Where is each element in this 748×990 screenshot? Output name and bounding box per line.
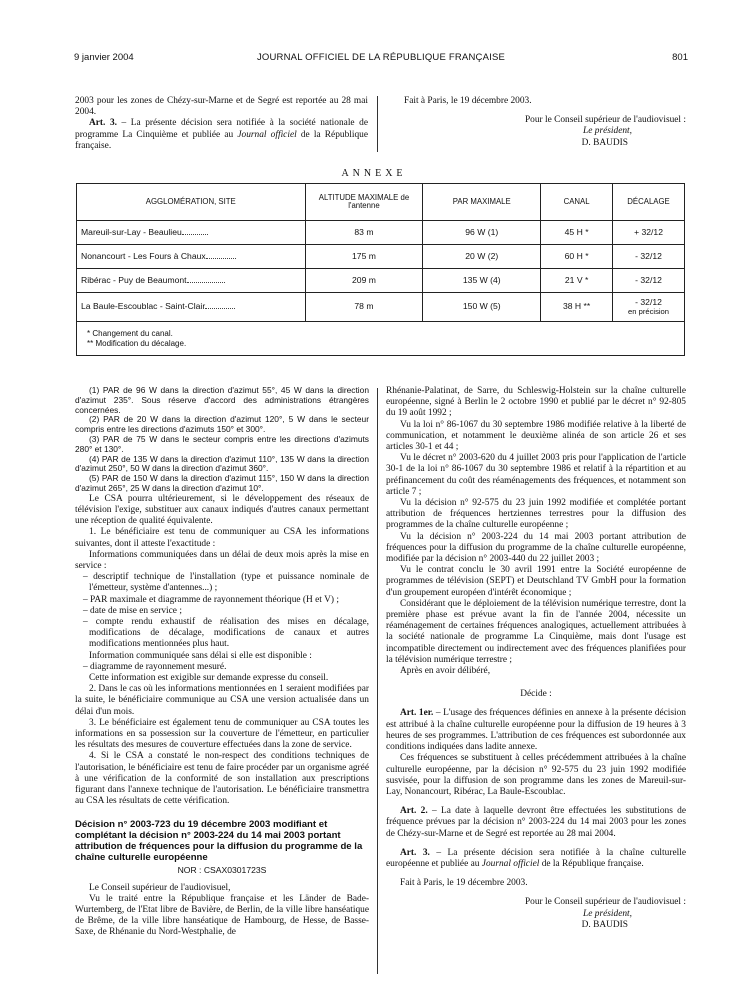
article-3-paragraph: Art. 3. – La présente décision sera notifiée à la chaîne culturelle européenne et publiée au Journal officiel de la République française. bbox=[386, 847, 686, 869]
paragraph: 2003 pour les zones de Chézy-sur-Marne et de Segré est reportée au 28 mai 2004. bbox=[75, 96, 368, 118]
cell-par: 96 W (1) bbox=[423, 221, 541, 245]
cell-canal: 21 V * bbox=[541, 269, 613, 293]
article-label: Art. 3. bbox=[89, 118, 117, 129]
cell-altitude: 83 m bbox=[305, 221, 423, 245]
footnote: (1) PAR de 96 W dans la direction d'azimut 55°, 45 W dans la direction d'azimut 235°. Sous réserve d'accord des administrations étrangères concernées. bbox=[75, 385, 369, 415]
paragraph: Vu la loi n° 86-1067 du 30 septembre 1986 modifiée relative à la liberté de communication, et notamment le deuxième alinéa de son article 26 et ses articles 30-1 et 44 ; bbox=[386, 419, 686, 453]
paragraph: Vu le traité entre la République française et les Länder de Bade-Wurtemberg, de l'Etat libre de Bavière, de Berlin, de la ville libre hanséatique de Brême, de la ville libre hanséatique de Hambourg, de Hesse, de Basse-Saxe, de Rhénanie du Nord-Westphalie, de bbox=[75, 893, 369, 938]
footnote: (4) PAR de 135 W dans la direction d'azimut 110°, 135 W dans la direction d'azimut 250°, 50 W dans la direction d'azimut 360°. bbox=[75, 453, 369, 474]
cell-canal: 38 H ** bbox=[541, 293, 613, 322]
paragraph: Rhénanie-Palatinat, de Sarre, du Schleswig-Holstein sur la chaîne culturelle européenne, signé à Berlin le 2 octobre 1990 et publié par le décret n° 92-805 du 19 août 1992 ; bbox=[386, 386, 686, 419]
column-divider bbox=[377, 388, 378, 974]
cell-canal: 60 H * bbox=[541, 245, 613, 269]
nor-reference: NOR : CSAX0301723S bbox=[177, 865, 267, 876]
article-label: Art. 1er. bbox=[400, 708, 434, 719]
table-notes-row bbox=[77, 322, 685, 356]
paragraph: Vu le contrat conclu le 30 avril 1991 entre la Société européenne de programmes de télévision (SEPT) et Deutschland TV GmbH pour la formation d'un groupement européen d'intérêt économique ; bbox=[386, 565, 686, 598]
paragraph: Après en avoir délibéré, bbox=[400, 666, 491, 677]
table-row bbox=[77, 221, 685, 245]
list-item: – compte rendu exhaustif de réalisation des mises en décalage, modifications de décalage, modifications de canaux et autres modifications mentionnées plus haut. bbox=[83, 617, 369, 650]
article-label: Art. 2. bbox=[400, 806, 428, 817]
signature-for: Pour le Conseil supérieur de l'audiovisuel : bbox=[524, 115, 686, 126]
column-header-canal: CANAL bbox=[541, 184, 613, 221]
cell-par: 135 W (4) bbox=[423, 269, 541, 293]
footnote: (2) PAR de 20 W dans la direction d'azimut 120°, 5 W dans le secteur compris entre les directions d'azimuts 150° et 300°. bbox=[75, 414, 369, 435]
column-header-site: AGGLOMÉRATION, SITE bbox=[77, 184, 306, 221]
footnote: (3) PAR de 75 W dans le secteur compris entre les directions d'azimuts 280° et 130°. bbox=[75, 433, 369, 454]
paragraph: Considérant que le déploiement de la télévision numérique terrestre, dont la première phase est prévue avant la fin de l'année 2004, nécessite un réaménagement de certaines fréquences analogiques, actuellement attribuées à la société nationale de programme La Cinquième, mais dont l'usage est incompatible directement ou indirectement avec des fréquences planifiées pour la télévision numérique terrestre ; bbox=[386, 598, 686, 665]
cell-par: 150 W (5) bbox=[423, 293, 541, 322]
decision-title: Décision n° 2003-723 du 19 décembre 2003 modifiant et complétant la décision n° 2003-224 du 14 mai 2003 portant attribution de fréquences pour la diffusion du programme de la chaîne culturelle européenne bbox=[75, 819, 363, 864]
column-divider bbox=[377, 96, 378, 152]
signature-role: Le président, bbox=[583, 126, 632, 137]
decide-heading: Décide : bbox=[520, 689, 552, 700]
cell-canal: 45 H * bbox=[541, 221, 613, 245]
cell-decalage: + 32/12 bbox=[613, 221, 685, 245]
column-header-par: PAR MAXIMALE bbox=[423, 184, 541, 221]
list-item: – diagramme de rayonnement mesuré. bbox=[83, 661, 227, 672]
article-label: Art. 3. bbox=[400, 847, 430, 858]
paragraph: 3. Le bénéficiaire est également tenu de communiquer au CSA toutes les informations en sa possession sur la couverture de l'émetteur, en particulier les résultats des mesures de couverture effectuées dans la zone de service. bbox=[75, 717, 369, 751]
article-1-paragraph: Art. 1er. – L'usage des fréquences définies en annexe à la présente décision est attribué à la chaîne culturelle européenne pour la diffusion de 19 heures à 3 heures de ses programmes. L'attribution de ces fréquences est subordonnée aux conditions indiquées dans ladite annexe. bbox=[386, 708, 686, 753]
paragraph: Le CSA pourra ultérieurement, si le développement des réseaux de télévision l'exige, substituer aux canaux indiqués d'autres canaux permettant une réception de qualité équivalente. bbox=[75, 493, 369, 527]
cell-site: Mareuil-sur-Lay - Beaulieu bbox=[77, 221, 306, 245]
list-item: – descriptif technique de l'installation (type et puissance nominale de l'émetteur, système d'antennes...) ; bbox=[83, 572, 369, 594]
list-item: – date de mise en service ; bbox=[83, 605, 182, 616]
annex-table bbox=[76, 183, 685, 356]
cell-decalage: - 32/12 bbox=[613, 269, 685, 293]
cell-altitude: 209 m bbox=[305, 269, 423, 293]
cell-site: Ribérac - Puy de Beaumont bbox=[77, 269, 306, 293]
paragraph: Informations communiquées dans un délai de deux mois après la mise en service : bbox=[75, 549, 369, 571]
article-2-paragraph: Art. 2. – La date à laquelle devront être effectuées les substitutions de fréquence prévues par la décision n° 2003-224 du 14 mai 2003 pour les zones de Chézy-sur-Marne et de Segré est reportée au 28 mai 2004. bbox=[386, 806, 686, 839]
header-page-number: 801 bbox=[672, 52, 688, 63]
fait-a-paris: Fait à Paris, le 19 décembre 2003. bbox=[400, 878, 528, 889]
table-header-row bbox=[77, 184, 685, 221]
annex-title: ANNEXE bbox=[341, 168, 407, 179]
cell-par: 20 W (2) bbox=[423, 245, 541, 269]
list-item: – PAR maximale et diagramme de rayonnement théorique (H et V) ; bbox=[83, 594, 339, 605]
cell-altitude: 175 m bbox=[305, 245, 423, 269]
table-notes bbox=[77, 322, 685, 356]
top-left-block bbox=[75, 96, 368, 152]
cell-decalage: - 32/12 en précision bbox=[613, 293, 685, 322]
article-3-paragraph: Art. 3. – La présente décision sera notifiée à la société nationale de programme La Cinquième et publiée au Journal officiel de la République française. bbox=[75, 118, 369, 151]
lower-right-column bbox=[386, 386, 686, 931]
top-right-signature-block bbox=[390, 96, 686, 149]
paragraph: Le Conseil supérieur de l'audiovisuel, bbox=[89, 882, 231, 893]
signature-name: D. BAUDIS bbox=[581, 919, 628, 930]
header-journal-title: JOURNAL OFFICIEL DE LA RÉPUBLIQUE FRANÇAISE bbox=[256, 52, 506, 63]
column-header-decalage: DÉCALAGE bbox=[613, 184, 685, 221]
paragraph: Vu la décision n° 92-575 du 23 juin 1992 modifiée et complétée portant attribution de fréquences hertziennes terrestres pour la diffusion des programmes de la chaîne culturelle européenne ; bbox=[386, 498, 686, 531]
page-header bbox=[74, 52, 688, 66]
column-header-altitude: ALTITUDE MAXIMALE de l'antenne bbox=[305, 184, 423, 221]
table-row bbox=[77, 245, 685, 269]
note-decalage: ** Modification du décalage. bbox=[87, 338, 187, 348]
paragraph: Vu le décret n° 2003-620 du 4 juillet 2003 pris pour l'application de l'article 30-1 de la loi n° 86-1067 du 30 septembre 1986 et relatif à la répartition et au préfinancement du coût des réaménagements des fréquences, et notamment son article 7 ; bbox=[386, 453, 686, 497]
note-canal: * Changement du canal. bbox=[87, 329, 173, 339]
cell-site: Nonancourt - Les Fours à Chaux bbox=[77, 245, 306, 269]
table-row bbox=[77, 293, 685, 322]
signature-role: Le président, bbox=[583, 908, 632, 919]
footnotes bbox=[75, 386, 369, 494]
footnote: (5) PAR de 150 W dans la direction d'azimut 115°, 150 W dans la direction d'azimut 265°, 25 W dans la direction d'azimut 10°. bbox=[75, 473, 369, 493]
lower-left-column bbox=[75, 386, 369, 939]
paragraph: 4. Si le CSA a constaté le non-respect des conditions techniques de l'autorisation, le bénéficiaire est tenu de faire procéder par un organisme agréé à une vérification de la conformité de son installation aux prescriptions figurant dans l'annexe technique de l'autorisation. Le bénéficiaire transmettra au CSA les résultats de cette vérification. bbox=[75, 751, 369, 807]
cell-site: La Baule-Escoublac - Saint-Clair bbox=[77, 293, 306, 322]
cell-decalage: - 32/12 bbox=[613, 245, 685, 269]
paragraph: Cette information est exigible sur demande expresse du conseil. bbox=[89, 673, 329, 684]
header-date: 9 janvier 2004 bbox=[74, 52, 134, 63]
signature-name: D. BAUDIS bbox=[581, 137, 628, 148]
paragraph: 2. Dans le cas où les informations mentionnées en 1 seraient modifiées par la suite, le bénéficiaire communique au CSA une version actualisée dans un délai d'un mois. bbox=[75, 684, 369, 717]
cell-altitude: 78 m bbox=[305, 293, 423, 322]
paragraph: Ces fréquences se substituent à celles précédemment attribuées à la chaîne culturelle européenne, par la décision n° 92-575 du 23 juin 1992 modifiée susvisée, pour la diffusion de son programme dans les zones de Mareuil-sur-Lay, Nonancourt, Ribérac, La Baule-Escoublac. bbox=[386, 753, 686, 797]
paragraph: Vu la décision n° 2003-224 du 14 mai 2003 portant attribution de fréquences pour la diffusion du programme de la chaîne culturelle européenne, modifiée par la décision n° 2003-440 du 22 juillet 2003 ; bbox=[386, 531, 686, 565]
paragraph: 1. Le bénéficiaire est tenu de communiquer au CSA les informations suivantes, dont il atteste l'exactitude : bbox=[75, 527, 369, 549]
fait-a-paris: Fait à Paris, le 19 décembre 2003. bbox=[404, 96, 532, 106]
table-row bbox=[77, 269, 685, 293]
signature-for: Pour le Conseil supérieur de l'audiovisuel : bbox=[524, 897, 686, 908]
paragraph: Information communiquée sans délai si elle est disponible : bbox=[89, 650, 312, 661]
